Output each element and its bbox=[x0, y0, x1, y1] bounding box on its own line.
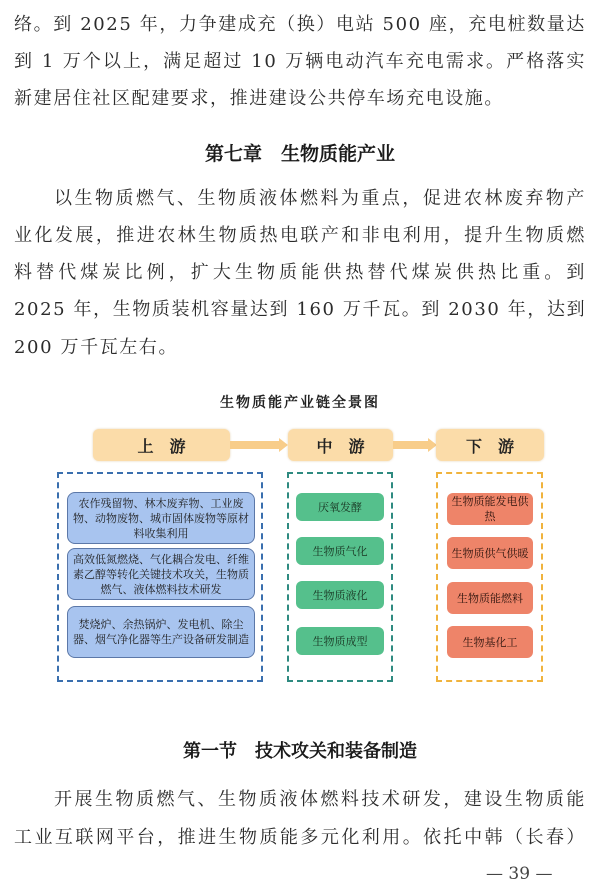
text-line: 络。到 2025 年，力争建成充（换）电站 500 座，充电桩数量达 bbox=[14, 14, 586, 35]
text-line: 业化发展，推进农林生物质热电联产和非电利用，提升生物质燃 bbox=[14, 225, 586, 246]
upstream-item: 农作残留物、林木废弃物、工业废物、动物废物、城市固体废物等原材料收集利用 bbox=[67, 492, 255, 544]
upstream-item: 高效低氮燃烧、气化耦合发电、纤维素乙醇等转化关键技术攻关，生物质燃气、液体燃料技术研发 bbox=[67, 548, 255, 600]
stage-midstream: 中 游 bbox=[288, 429, 393, 461]
downstream-item: 生物质能燃料 bbox=[447, 582, 533, 614]
arrow-right-icon bbox=[393, 438, 437, 452]
text-line: 以生物质燃气、生物质液体燃料为重点，促进农林废弃物产 bbox=[54, 188, 586, 209]
text-line: 新建居住社区配建要求，推进建设公共停车场充电设施。 bbox=[14, 88, 504, 109]
section-heading: 第一节 技术攻关和装备制造 bbox=[183, 741, 417, 762]
stage-upstream: 上 游 bbox=[93, 429, 230, 461]
midstream-item: 生物质液化 bbox=[296, 581, 384, 609]
midstream-item: 生物质气化 bbox=[296, 537, 384, 565]
text-line: 2025 年，生物质装机容量达到 160 万千瓦。到 2030 年，达到 bbox=[14, 299, 587, 320]
text-line: 料替代煤炭比例，扩大生物质能供热替代煤炭供热比重。到 bbox=[14, 262, 586, 283]
downstream-item: 生物基化工 bbox=[447, 626, 533, 658]
text-line: 200 万千瓦左右。 bbox=[14, 337, 179, 358]
arrow-right-icon bbox=[230, 438, 288, 452]
downstream-item: 生物质能发电供热 bbox=[447, 493, 533, 525]
downstream-item: 生物质供气供暖 bbox=[447, 537, 533, 569]
diagram-title: 生物质能产业链全景图 bbox=[220, 395, 380, 411]
chapter-heading: 第七章 生物质能产业 bbox=[204, 143, 395, 165]
upstream-item: 焚烧炉、余热锅炉、发电机、除尘器、烟气净化器等生产设备研发制造 bbox=[67, 606, 255, 658]
page-number: — 39 — bbox=[486, 864, 553, 884]
text-line: 工业互联网平台，推进生物质能多元化利用。依托中韩（长春） bbox=[14, 827, 586, 848]
stage-downstream: 下 游 bbox=[436, 429, 544, 461]
midstream-item: 厌氧发酵 bbox=[296, 493, 384, 521]
text-line: 开展生物质燃气、生物质液体燃料技术研发，建设生物质能 bbox=[54, 789, 586, 810]
text-line: 到 1 万个以上，满足超过 10 万辆电动汽车充电需求。严格落实 bbox=[14, 51, 586, 72]
midstream-item: 生物质成型 bbox=[296, 627, 384, 655]
